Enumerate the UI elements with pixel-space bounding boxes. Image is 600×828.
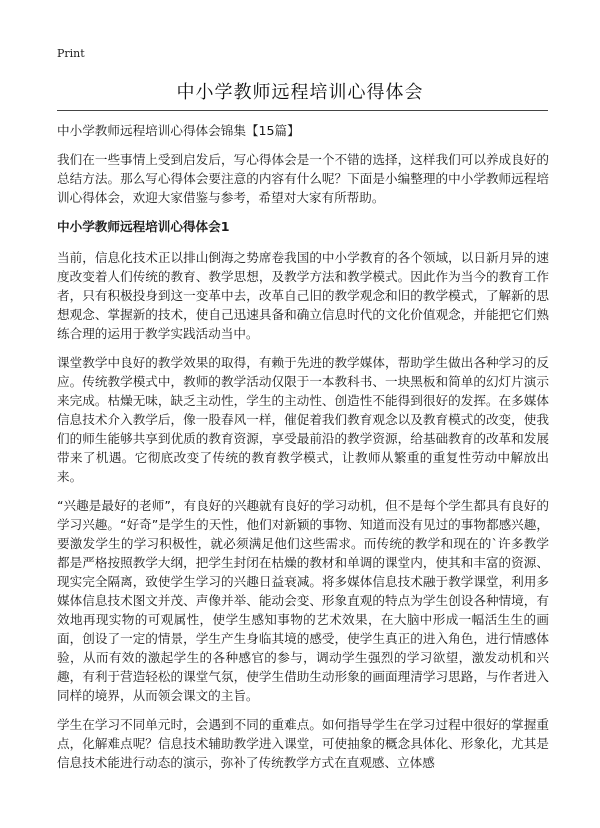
title-divider [57,110,548,111]
intro-paragraph: 我们在一些事情上受到启发后，写心得体会是一个不错的选择，这样我们可以养成良好的总结方法。那么写心得体会要注意的内容有什么呢？下面是小编整理的中小学教师远程培训心得体会，欢迎大家借鉴与参考，希望对大家有所帮助。 [57,152,549,205]
body-paragraph-3: “兴趣是最好的老师”，有良好的兴趣就有良好的学习动机，但不是每个学生都具有良好的学习兴趣。“好奇”是学生的天性，他们对新颖的事物、知道而没有见过的事物都感兴趣，要激发学生的学习积极性，就必须满足他们这些需求。而传统的教学和现在的`许多教学都是严格按照教学大纲，把学生封闭在枯燥的教材和单调的课堂内，使其和丰富的资源、现实完全隔离，致使学生学习的兴趣日益衰减。将多媒体信息技术融于教学课堂，利用多媒体信息技术图文并茂、声像并举、能动会变、形象直观的特点为学生创设各种情境，有效地再现实物的可观属性，使学生感知事物的艺术效果，在大脑中形成一幅活生生的画面，创设了一定的情景，学生产生身临其境的感受，使学生真正的进入角色，进行情感体验，从而有效的激起学生的各种感官的参与，调动学生强烈的学习欲望，激发动机和兴趣，有利于营造轻松的课堂气氛，使学生借助生动形象的画面理清学习思路，与作者进入同样的境界，从而领会课文的主旨。 [57,498,549,703]
article-body [57,121,549,782]
page-title: 中小学教师远程培训心得体会 [176,82,424,103]
article-subtitle: 中小学教师远程培训心得体会锦集【15篇】 [57,123,300,138]
section-heading: 中小学教师远程培训心得体会1 [57,219,230,234]
print-link[interactable]: Print [57,47,85,60]
body-paragraph-2: 课堂教学中良好的教学效果的取得，有赖于先进的教学媒体，帮助学生做出各种学习的反应。传统教学模式中，教师的教学活动仅限于一本教科书、一块黑板和简单的幻灯片演示来完成。枯燥无味，缺乏主动性，学生的主动性、创造性不能得到很好的发挥。在多媒体信息技术介入教学后，像一股春风一样，催促着我们教育观念以及教育模式的改变，使我们的师生能够共享到优质的教育资源，享受最前沿的教学资源，给基础教育的改革和发展带来了机遇。它彻底改变了传统的教育教学模式，让教师从繁重的重复性劳动中解放出来。 [57,355,549,484]
body-paragraph-1: 当前，信息化技术正以排山倒海之势席卷我国的中小学教育的各个领域，以日新月异的速度改变着人们传统的教育、教学思想，及教学方法和教学模式。因此作为当今的教育工作者，只有积极投身到这一变革中去，改革自己旧的教学观念和旧的教学模式，了解新的思想观念、掌握新的技术，使自己迅速具备和确立信息时代的文化价值观念，并能把它们熟练合理的运用于教学实践活动当中。 [57,250,549,341]
body-paragraph-4: 学生在学习不同单元时，会遇到不同的重难点。如何指导学生在学习过程中很好的掌握重点，化解难点呢？信息技术辅助教学进入课堂，可使抽象的概念具体化、形象化，尤其是信息技术能进行动态的演示，弥补了传统教学方式在直观感、立体感 [57,717,549,770]
